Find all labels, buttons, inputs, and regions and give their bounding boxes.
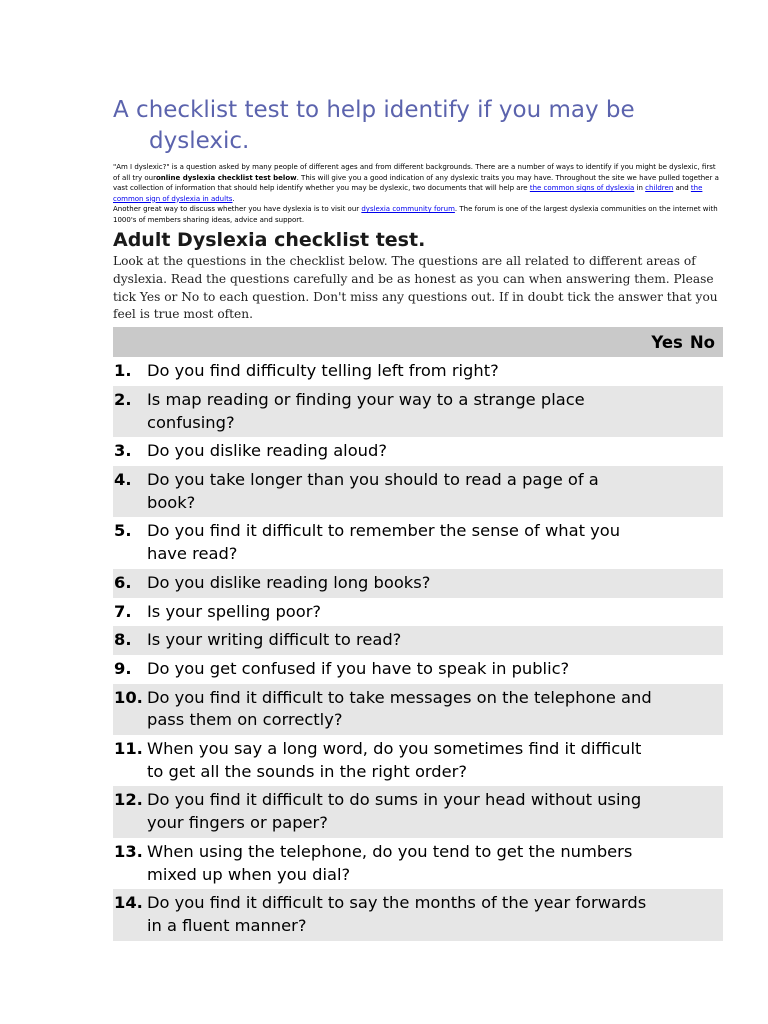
question-text: When you say a long word, do you sometimes find it difficult to get all the sounds in the right order?	[147, 739, 642, 781]
question-number: 1.	[114, 361, 132, 381]
intro-text-segment: and	[673, 184, 691, 192]
question-text: Do you get confused if you have to speak in public?	[147, 658, 570, 678]
answer-cell[interactable]	[652, 738, 723, 783]
section-heading: Adult Dyslexia checklist test.	[113, 229, 426, 251]
question-text: Is map reading or finding your way to a strange place confusing?	[147, 389, 585, 432]
table-row	[113, 598, 723, 627]
intro-text-segment: "Am I dyslexic?" is a question asked by many people of different ages and from different backgrounds. There are a number of ways to identify if you might be dyslexic, first of all try our	[113, 163, 716, 182]
answer-cell[interactable]	[652, 789, 723, 834]
answer-cell[interactable]	[652, 572, 723, 595]
question-text: Do you dislike reading long books?	[147, 572, 431, 592]
question-number: 4.	[114, 470, 132, 489]
checklist-header-row	[113, 327, 723, 357]
question-number: 8.	[114, 630, 132, 650]
question-number: 2.	[114, 389, 132, 409]
no-column-header: No	[689, 332, 715, 352]
table-row	[113, 357, 723, 386]
question-text: Do you find it difficult to remember the sense of what you have read?	[147, 521, 621, 564]
instructions-text: Look at the questions in the checklist below. The questions are all related to different areas of dyslexia. Read the questions carefully and be as honest as you can when answering them. Please tick Yes or No to each question. Don't miss any questions out. If in doubt tick the answer that you feel is true most often.	[113, 254, 718, 322]
link-common-sign-adults[interactable]: the common sign of dyslexia in adults	[113, 184, 703, 203]
answer-cell[interactable]	[652, 687, 723, 732]
question-number: 11.	[114, 739, 143, 759]
intro-text-segment: in	[634, 184, 646, 192]
question-text: Do you find it difficult to take messages on the telephone and pass them on correctly?	[147, 687, 652, 730]
table-row	[113, 735, 723, 786]
table-row	[113, 786, 723, 837]
answer-cell[interactable]	[652, 520, 723, 565]
question-text: Is your writing difficult to read?	[147, 630, 402, 650]
intro-text-segment: . This will give you a good indication of any dyslexic traits you may have. Throughout the site we have pulled together a vast collection of information that should help identify whether you may be dyslexic, two documents that will help are	[113, 173, 719, 192]
intro-paragraph-2	[113, 204, 723, 225]
question-text: Is your spelling poor?	[147, 601, 322, 621]
question-number: 3.	[114, 441, 132, 461]
question-text: Do you take longer than you should to read a page of a book?	[147, 470, 599, 512]
answer-cell[interactable]	[652, 389, 723, 434]
link-children[interactable]: children	[645, 184, 674, 192]
table-row	[113, 655, 723, 684]
question-text: Do you find it difficult to say the months of the year forwards in a fluent manner?	[147, 893, 647, 935]
answer-cell[interactable]	[652, 601, 723, 624]
intro-text-segment: .	[232, 194, 235, 203]
link-community-forum[interactable]: dyslexia community forum	[361, 205, 455, 213]
document-page	[113, 95, 723, 941]
question-number: 5.	[114, 521, 132, 541]
intro-text-segment: Another great way to discuss whether you have dyslexia is to visit our	[113, 205, 362, 213]
question-text: When using the telephone, do you tend to get the numbers mixed up when you dial?	[147, 841, 633, 884]
table-row	[113, 838, 723, 889]
table-row	[113, 386, 723, 437]
question-text: Do you find difficulty telling left from right?	[147, 361, 499, 381]
answer-cell[interactable]	[652, 469, 723, 514]
yes-column-header: Yes	[651, 332, 683, 352]
table-row	[113, 437, 723, 466]
question-number: 13.	[114, 841, 143, 861]
answer-cell[interactable]	[652, 892, 723, 937]
checklist-table	[113, 327, 723, 940]
question-number: 14.	[114, 893, 143, 913]
question-text: Do you find it difficult to do sums in your head without using your fingers or paper?	[147, 790, 642, 833]
table-row	[113, 466, 723, 517]
question-number: 10.	[114, 687, 143, 707]
intro-bold-text: online dyslexia checklist test below	[155, 173, 297, 182]
answer-cell[interactable]	[652, 440, 723, 463]
question-number: 12.	[114, 790, 143, 810]
answer-cell[interactable]	[652, 629, 723, 652]
intro-text-segment: . The forum is one of the largest dyslexia communities on the internet with 1000's of members sharing ideas, advice and support.	[113, 205, 718, 224]
link-common-signs-dyslexia[interactable]: the common signs of dyslexia	[529, 184, 635, 192]
intro-text	[113, 162, 723, 225]
table-row	[113, 889, 723, 940]
table-row	[113, 569, 723, 598]
question-number: 7.	[114, 601, 132, 621]
intro-paragraph-1	[113, 162, 723, 204]
answer-cell[interactable]	[652, 841, 723, 886]
table-row	[113, 517, 723, 568]
question-number: 9.	[114, 658, 132, 678]
page-title: A checklist test to help identify if you may be dyslexic.	[113, 97, 635, 154]
answer-cell[interactable]	[652, 360, 723, 383]
table-row	[113, 626, 723, 655]
answer-cell[interactable]	[652, 658, 723, 681]
question-number: 6.	[114, 572, 132, 592]
question-text: Do you dislike reading aloud?	[147, 441, 387, 461]
table-row	[113, 684, 723, 735]
